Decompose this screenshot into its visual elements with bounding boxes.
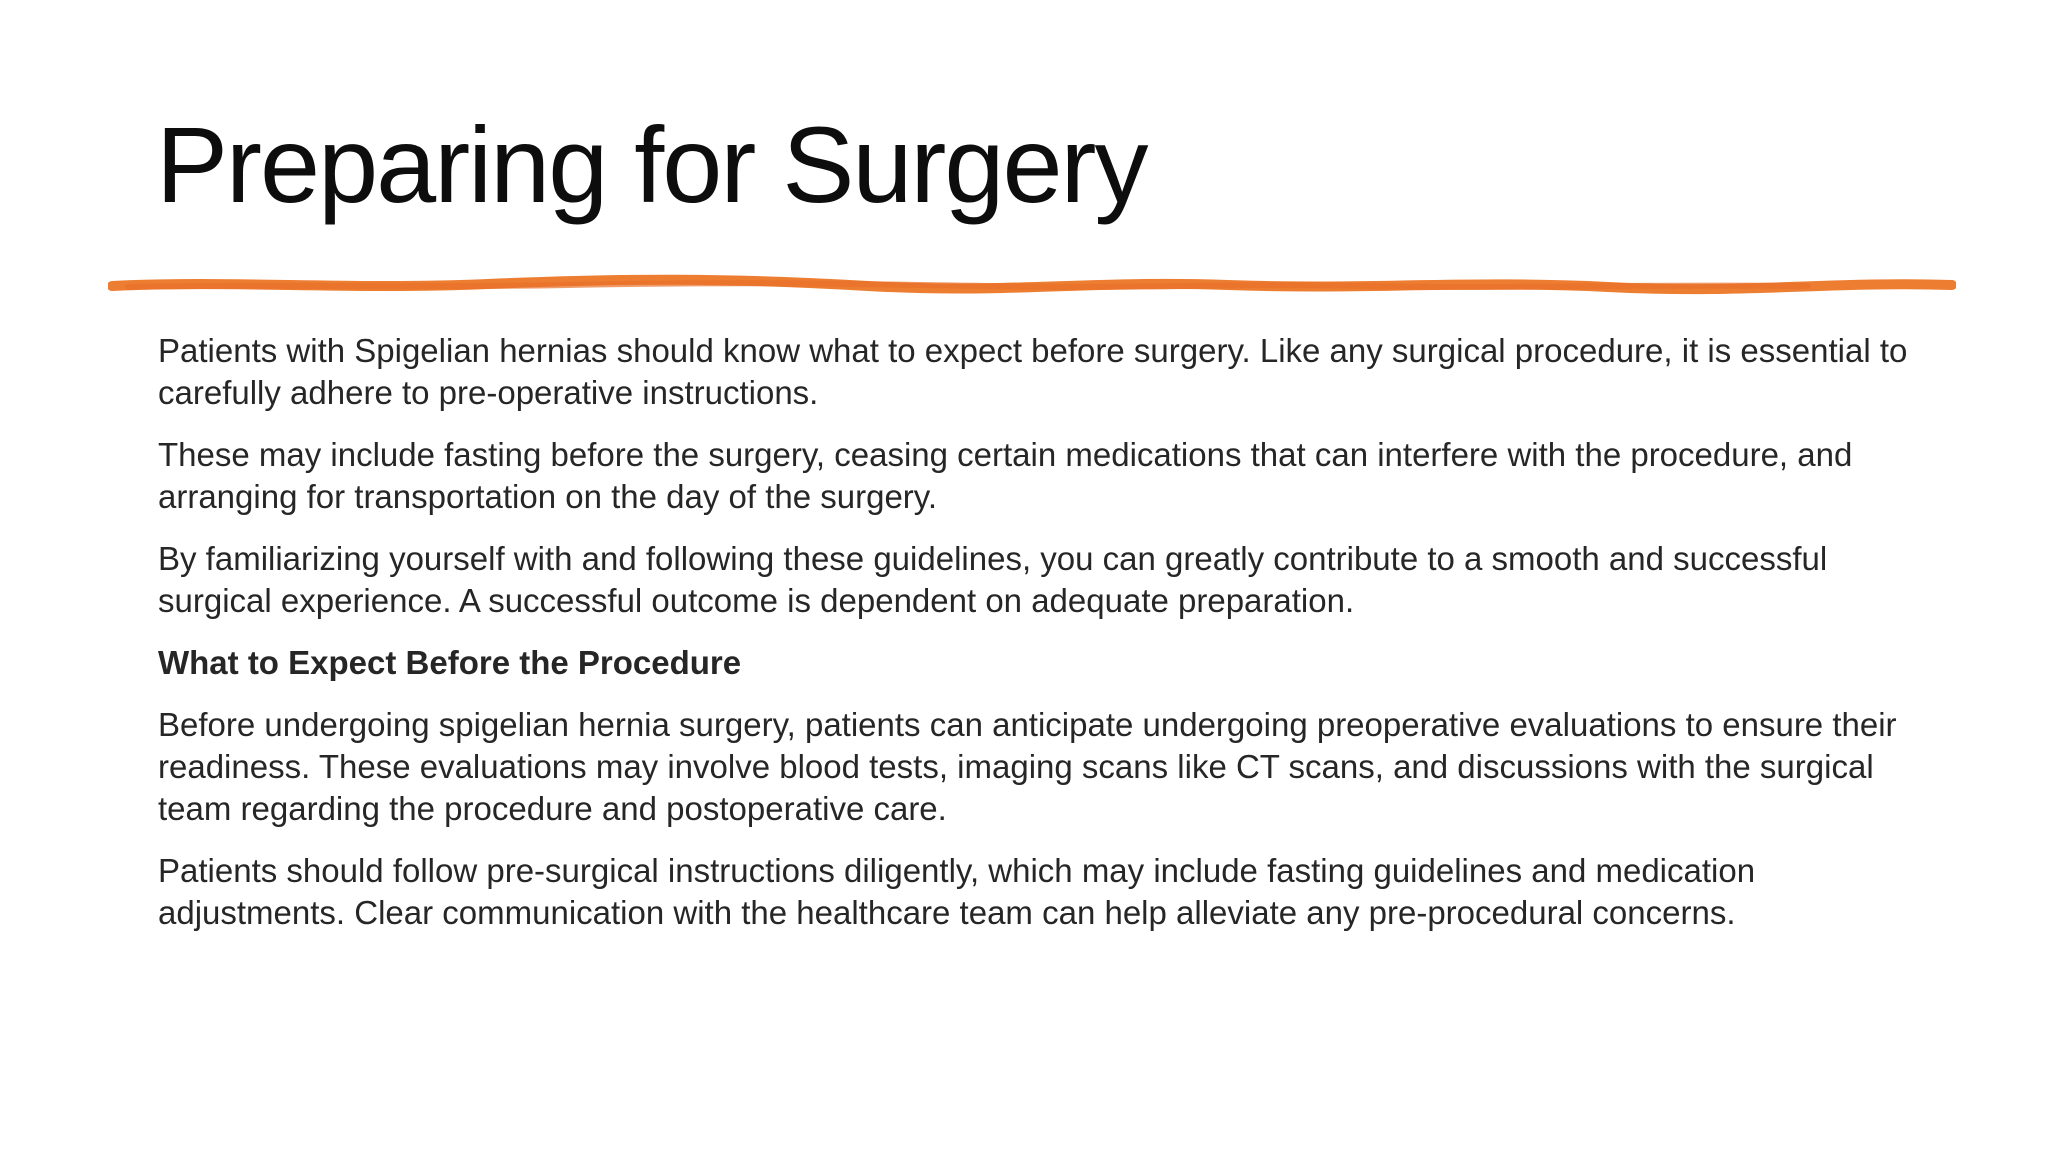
- slide-title: Preparing for Surgery: [156, 104, 1147, 225]
- body-paragraph-2: These may include fasting before the surgery, ceasing certain medications that can interfere with the procedure, and arranging for transportation on the day of the surgery.: [158, 436, 1853, 515]
- section-heading: What to Expect Before the Procedure: [158, 644, 742, 681]
- accent-underline: [108, 268, 1956, 304]
- body-paragraph-5: Patients should follow pre-surgical instructions diligently, which may include fasting guidelines and medication adjustments. Clear communication with the healthcare team can help alleviate any pre-procedural concerns.: [158, 852, 1756, 931]
- body-paragraph-4: Before undergoing spigelian hernia surgery, patients can anticipate undergoing preoperative evaluations to ensure their readiness. These evaluations may involve blood tests, imaging scans like CT scans, and discussions with the surgical team regarding the procedure and postoperative care.: [158, 706, 1897, 827]
- body-paragraph-3: By familiarizing yourself with and following these guidelines, you can greatly contribute to a smooth and successful surgical experience. A successful outcome is dependent on adequate preparation.: [158, 540, 1828, 619]
- accent-underline-stroke-texture: [128, 283, 1808, 287]
- slide-body: [158, 330, 1918, 954]
- body-paragraph-1: Patients with Spigelian hernias should know what to expect before surgery. Like any surgical procedure, it is essential to carefully adhere to pre-operative instructions.: [158, 332, 1908, 411]
